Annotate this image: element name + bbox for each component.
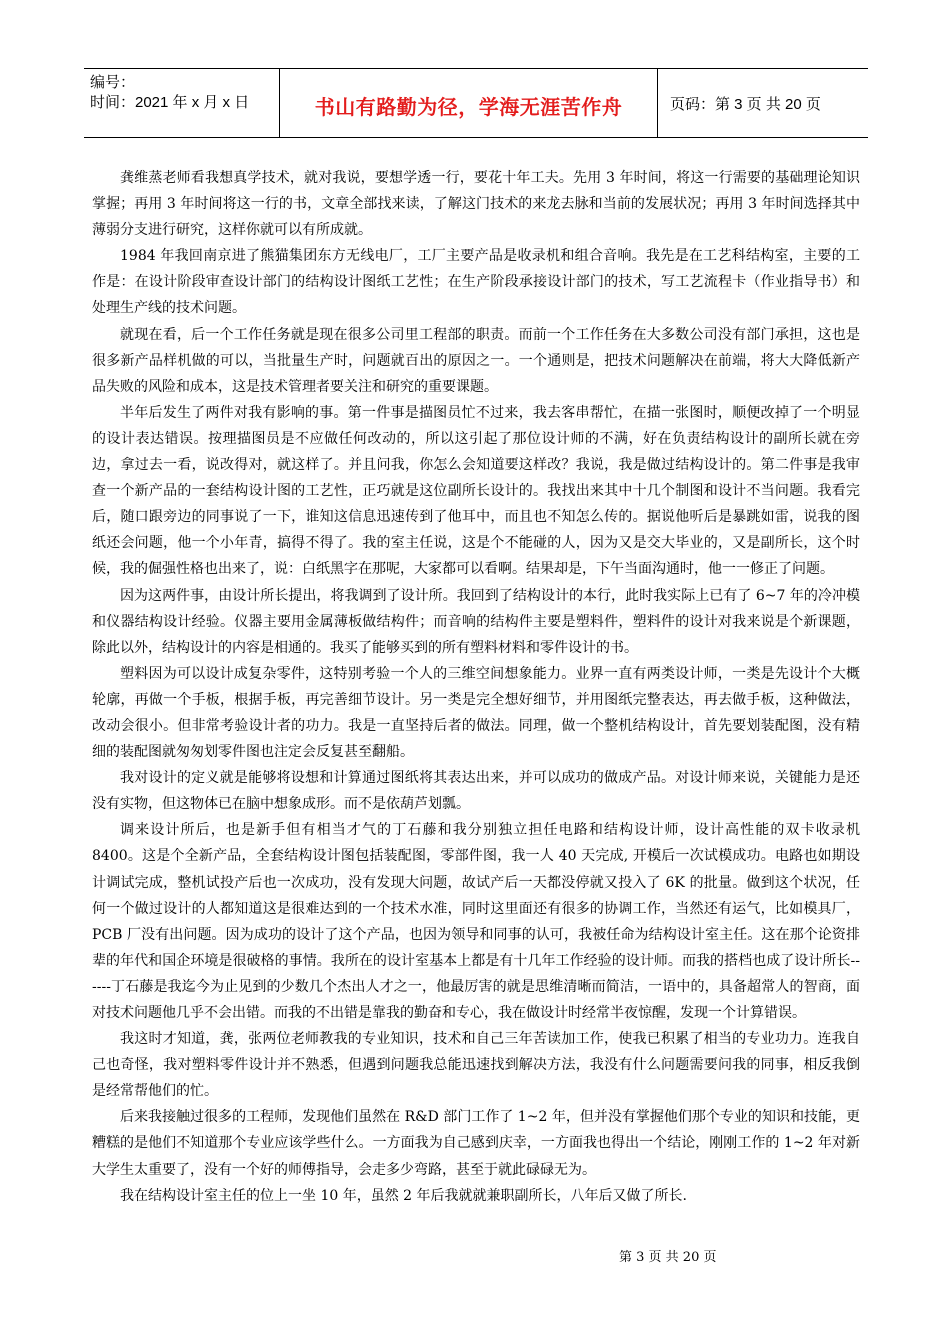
page-footer-number: 第 3 页 共 20 页 — [619, 1250, 717, 1265]
body-paragraph: 我对设计的定义就是能够将设想和计算通过图纸将其表达出来，并可以成功的做成产品。对设计师来说，关键能力是还没有实物，但这物体已在脑中想象成形。而不是依葫芦划瓢。 — [92, 770, 860, 813]
header-motto-cell — [280, 69, 658, 137]
body-paragraph: 我在结构设计室主任的位上一坐 10 年，虽然 2 年后我就就兼职副所长，八年后又做了所长. — [120, 1187, 687, 1204]
header-page-code: 页码：第 3 页 共 20 页 — [670, 96, 821, 113]
body-paragraph: 1984 年我回南京进了熊猫集团东方无线电厂，工厂主要产品是收录机和组合音响。我先是在工艺科结构室，主要的工作是：在设计阶段审查设计部门的结构设计图纸工艺性；在生产阶段承接设计部门的技术，写工艺流程卡（作业指导书）和处理生产线的技术问题。 — [92, 248, 860, 317]
body-paragraph: 塑料因为可以设计成复杂零件，这特别考验一个人的三维空间想象能力。业界一直有两类设计师，一类是先设计个大概轮廓，再做一个手板，根据手板，再完善细节设计。另一类是完全想好细节，并用图纸完整表达，再去做手板，这种做法，改动会很小。但非常考验设计者的功力。我是一直坚持后者的做法。同理，做一个整机结构设计，首先要划装配图，没有精细的装配图就匆匆划零件图也注定会反复甚至翻船。 — [92, 665, 860, 761]
body-paragraph: 龚维蒸老师看我想真学技术，就对我说，要想学透一行，要花十年工夫。先用 3 年时间，将这一行需要的基础理论知识掌握；再用 3 年时间将这一行的书，文章全部找来读，了解这门技术的来龙去脉和当前的发展状况；再用 3 年时间选择其中薄弱分支进行研究，这样你就可以有所成就。 — [92, 170, 860, 239]
body-paragraph: 因为这两件事，由设计所长提出，将我调到了设计所。我回到了结构设计的本行，此时我实际上已有了 6~7 年的冷冲模和仪器结构设计经验。仪器主要用金属薄板做结构件；而音响的结构件主要是塑料件，塑料件的设计对我来说是个新课题，除此以外，结构设计的内容是相通的。我买了能够买到的所有塑料材料和零件设计的书。 — [92, 587, 860, 656]
document-date-label: 时间：2021 年 x 月 x 日 — [90, 94, 250, 111]
body-paragraph: 调来设计所后，也是新手但有相当才气的丁石藤和我分别独立担任电路和结构设计师，设计高性能的双卡收录机 8400。这是个全新产品，全套结构设计图包括装配图，零部件图，我一人 40 天完成, 开模后一次试模成功。电路也如期设计调试完成，整机试投产后也一次成功，没有发现大问题，故试产后一天都没停就又投入了 6K 的批量。做到这个状况，任何一个做过设计的人都知道这是很难达到的一个技术水准，同时这里面还有很多的协调工作，当然还有运气，比如模具厂，PCB 厂没有出问题。因为成功的设计了这个产品，也因为领导和同事的认可，我被任命为结构设计室主任。这在那个论资排辈的年代和国企环境是很破格的事情。我所在的设计室基本上都是有十几年工作经验的设计师。而我的搭档也成了设计所长------丁石藤是我迄今为止见到的少数几个杰出人才之一，他最厉害的就是思维清晰而简洁，一语中的，具备超常人的智商，面对技术问题他几乎不会出错。而我的不出错是靠我的勤奋和专心，我在做设计时经常半夜惊醒，发现一个计算错误。 — [92, 822, 860, 1021]
page-header — [84, 68, 868, 138]
body-paragraph: 半年后发生了两件对我有影响的事。第一件事是描图员忙不过来，我去客串帮忙，在描一张图时，顺便改掉了一个明显的设计表达错误。按理描图员是不应做任何改动的，所以这引起了那位设计师的不满，好在负责结构设计的副所长就在旁边，拿过去一看，说改得对，就这样了。并且问我，你怎么会知道要这样改？我说，我是做过结构设计的。第二件事是我审查一个新产品的一套结构设计图的工艺性，正巧就是这位副所长设计的。我找出来其中十几个制图和设计不当问题。我看完后，随口跟旁边的同事说了一下，谁知这信息迅速传到了他耳中，而且也不知怎么传的。据说他听后是暴跳如雷，说我的图纸还会问题，他一个小年青，搞得不得了。我的室主任说，这是个不能碰的人，因为又是交大毕业的，又是副所长，这个时候，我的倔强性格也出来了，说：白纸黑字在那呢，大家都可以看啊。结果却是，下午当面沟通时，他一一修正了问题。 — [92, 404, 860, 578]
body-paragraph: 我这时才知道，龚，张两位老师教我的专业知识，技术和自己三年苦读加工作，使我已积累了相当的专业功力。连我自己也奇怪，我对塑料零件设计并不熟悉，但遇到问题我总能迅速找到解决方法，我没有什么问题需要问我的同事，相反我倒是经常帮他们的忙。 — [92, 1031, 860, 1100]
header-motto: 书山有路勤为径，学海无涯苦作舟 — [314, 95, 623, 119]
body-paragraph: 就现在看，后一个工作任务就是现在很多公司里工程部的职责。而前一个工作任务在大多数公司没有部门承担，这也是很多新产品样机做的可以，当批量生产时，问题就百出的原因之一。一个通则是，把技术问题解决在前端，将大大降低新产品失败的风险和成本，这是技术管理者要关注和研究的重要课题。 — [92, 326, 860, 395]
body-paragraph: 后来我接触过很多的工程师，发现他们虽然在 R&D 部门工作了 1~2 年，但并没有掌握他们那个专业的知识和技能，更糟糕的是他们不知道那个专业应该学些什么。一方面我为自己感到庆幸，一方面我也得出一个结论，刚刚工作的 1~2 年对新大学生太重要了，没有一个好的师傅指导，会走多少弯路，甚至于就此碌碌无为。 — [92, 1109, 860, 1178]
document-body — [92, 165, 860, 1209]
document-code-label: 编号： — [90, 74, 136, 91]
header-page-cell — [658, 69, 868, 137]
header-meta-cell — [84, 69, 280, 137]
